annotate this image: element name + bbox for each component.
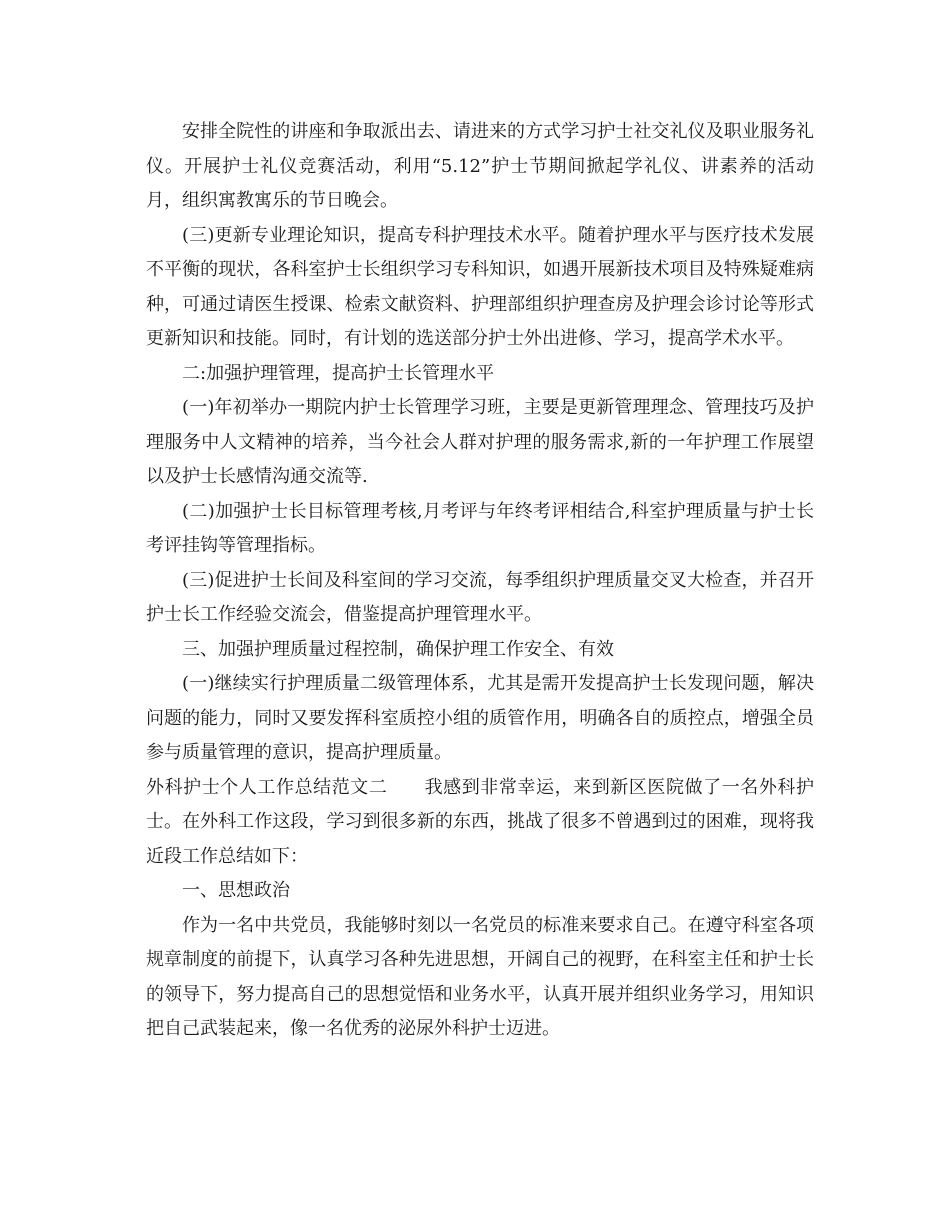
paragraph-etiquette-training: 安排全院性的讲座和争取派出去、请进来的方式学习护士社交礼仪及职业服务礼仪。开展护士礼仪竞赛活动，利用“5.12”护士节期间掀起学礼仪、讲素养的活动月，组织寓教寓乐的节日晚会。 (146, 121, 814, 211)
paragraph-sample-two-intro: 外科护士个人工作总结范文二 我感到非常幸运，来到新区医院做了一名外科护士。在外科工作这段，学习到很多新的东西，挑战了很多不曾遇到过的困难，现将我近段工作总结如下： (146, 776, 814, 867)
heading-ideology: 一、思想政治 (182, 880, 290, 901)
paragraph-target-management: (二)加强护士长目标管理考核,月考评与年终考评相结合,科室护理质量与护士长考评挂钩等管理指标。 (146, 500, 814, 556)
paragraph-quality-system: (一)继续实行护理质量二级管理体系，尤其是需开发提高护士长发现问题，解决问题的能力，同时又要发挥科室质控小组的质管作用，明确各自的质控点，增强全员参与质量管理的意识，提高护理质量。 (146, 673, 814, 763)
document-body (146, 115, 814, 1047)
heading-strengthen-management: 二:加强护理管理，提高护士长管理水平 (182, 362, 495, 384)
paragraph-exchange: (三)促进护士长间及科室间的学习交流，每季组织护理质量交叉大检查，并召开护士长工作经验交流会，借鉴提高护理管理水平。 (146, 569, 814, 625)
paragraph-head-nurse-training: (一)年初举办一期院内护士长管理学习班，主要是更新管理理念、管理技巧及护理服务中人文精神的培养，当今社会人群对护理的服务需求,新的一年护理工作展望以及护士长感情沟通交流等. (146, 397, 814, 487)
paragraph-party-member: 作为一名中共党员，我能够时刻以一名党员的标准来要求自己。在遵守科室各项规章制度的前提下，认真学习各种先进思想，开阔自己的视野，在科室主任和护士长的领导下，努力提高自己的思想觉悟和业务水平，认真开展并组织业务学习，用知识把自己武装起来，像一名优秀的泌尿外科护士迈进。 (146, 914, 814, 1039)
heading-quality-control: 三、加强护理质量过程控制，确保护理工作安全、有效 (182, 638, 614, 660)
paragraph-update-knowledge: (三)更新专业理论知识，提高专科护理技术水平。随着护理水平与医疗技术发展不平衡的现状，各科室护士长组织学习专科知识，如遇开展新技术项目及特殊疑难病种，可通过请医生授课、检索文献资料、护理部组织护理查房及护理会诊讨论等形式更新知识和技能。同时，有计划的选送部分护士外出进修、学习，提高学术水平。 (146, 224, 814, 349)
